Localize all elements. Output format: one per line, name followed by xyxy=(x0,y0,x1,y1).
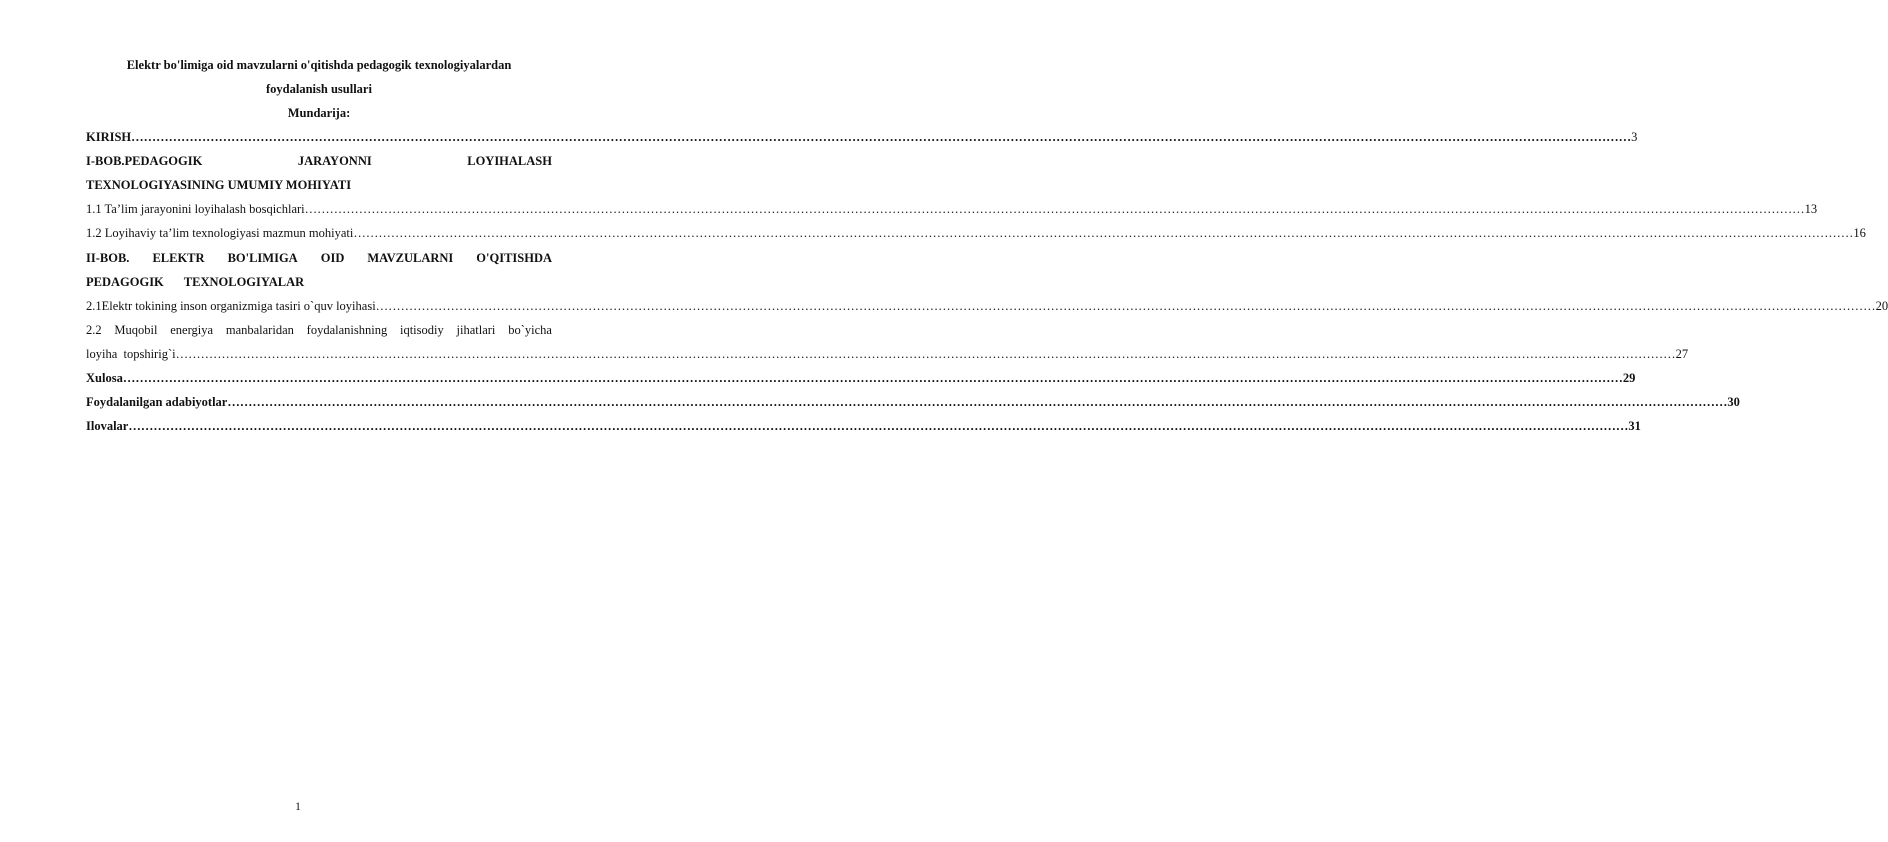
toc-entry-label: 1.2 Loyihaviy ta’lim texnologiyasi mazmun mohiyati xyxy=(86,226,354,240)
toc-entry-2-2-line2[interactable] xyxy=(86,346,1689,362)
toc-entry-xulosa[interactable] xyxy=(86,370,1636,386)
toc-word: O'QITISHDA xyxy=(476,251,552,265)
toc-leader-dots: ……………………………………………………………………………………………………………………………………………………………………………………………………………………………………………………………………………………………………………………………… xyxy=(375,299,1876,313)
toc-entry-label: KIRISH xyxy=(86,130,132,144)
toc-entry-kirish[interactable] xyxy=(86,129,1638,145)
toc-word: iqtisodiy xyxy=(399,323,444,337)
toc-entry-label: 2.1Elektr tokining inson organizmiga tasiri o`quv loyihasi xyxy=(86,299,376,313)
toc-entry-page: 20 xyxy=(1875,299,1888,313)
toc-entry-page: 31 xyxy=(1628,419,1641,433)
toc-leader-dots: ……………………………………………………………………………………………………………………………………………………………………………………………………………………………………………………………………………………………………………………………… xyxy=(131,130,1632,144)
document-title-line-1: Elektr bo'limiga oid mavzularni o'qitishda pedagogik texnologiyalardan xyxy=(126,58,512,72)
toc-entry-label: TEXNOLOGIYASINING UMUMIY MOHIYATI xyxy=(86,178,352,192)
toc-entry-label: Foydalanilgan adabiyotlar xyxy=(86,395,228,409)
toc-word: LOYIHALASH xyxy=(467,154,552,168)
toc-entry-label: loyiha topshirig`i xyxy=(86,347,176,361)
toc-entry-page: 16 xyxy=(1853,226,1866,240)
toc-leader-dots: ……………………………………………………………………………………………………………………………………………………………………………………………………………………………………………………………………………………………………………………………… xyxy=(175,347,1676,361)
toc-entry-page: 29 xyxy=(1622,371,1636,385)
toc-heading: Mundarija: xyxy=(287,106,351,120)
page-number: 1 xyxy=(295,801,301,813)
toc-entry-bob2-line2[interactable] xyxy=(86,274,552,290)
toc-leader-dots: ……………………………………………………………………………………………………………………………………………………………………………………………………………………………………………………………………………………………………………………………… xyxy=(227,395,1728,409)
toc-word: bo`yicha xyxy=(508,323,552,337)
toc-word: jihatlari xyxy=(456,323,496,337)
toc-leader-dots: ……………………………………………………………………………………………………………………………………………………………………………………………………………………………………………………………………………………………………………………………… xyxy=(304,202,1805,216)
toc-word: energiya xyxy=(170,323,214,337)
toc-entry-1-2[interactable] xyxy=(86,225,1866,241)
toc-entry-label: Ilovalar xyxy=(86,419,129,433)
toc-word: 2.2 xyxy=(86,323,102,337)
toc-word: TEXNOLOGIYALAR xyxy=(183,275,305,289)
toc-entry-ilovalar[interactable] xyxy=(86,418,1641,434)
toc-word: foydalanishning xyxy=(306,323,388,337)
toc-word: PEDAGOGIK xyxy=(86,275,164,289)
toc-entry-bob2-line1[interactable] xyxy=(86,250,552,266)
toc-entry-page: 13 xyxy=(1804,202,1818,216)
toc-leader-dots: ……………………………………………………………………………………………………………………………………………………………………………………………………………………………………………………………………………………………………………………………… xyxy=(353,226,1854,240)
toc-entry-1-1[interactable] xyxy=(86,201,1818,217)
toc-word: I-BOB.PEDAGOGIK xyxy=(86,154,203,168)
toc-entry-bob1-line2[interactable] xyxy=(86,177,552,193)
toc-word: manbalaridan xyxy=(225,323,294,337)
toc-entry-label: Xulosa xyxy=(86,371,123,385)
toc-entry-label: 1.1 Ta’lim jarayonini loyihalash bosqichlari xyxy=(86,202,305,216)
toc-entry-page: 3 xyxy=(1631,130,1638,144)
toc-entry-adabiyotlar[interactable] xyxy=(86,394,1740,410)
toc-leader-dots: ……………………………………………………………………………………………………………………………………………………………………………………………………………………………………………………………………………………………………………………………… xyxy=(122,371,1623,385)
toc-word: BO'LIMIGA xyxy=(227,251,298,265)
toc-entry-2-2-line1[interactable] xyxy=(86,322,552,338)
toc-word: Muqobil xyxy=(114,323,158,337)
toc-entry-page: 30 xyxy=(1727,395,1740,409)
document-title-line-2: foydalanish usullari xyxy=(266,82,372,96)
toc-entry-page: 27 xyxy=(1675,347,1689,361)
toc-word: ELEKTR xyxy=(152,251,205,265)
toc-word: MAVZULARNI xyxy=(367,251,454,265)
toc-word: II-BOB. xyxy=(86,251,130,265)
toc-word: JARAYONNI xyxy=(297,154,372,168)
toc-entry-bob1-line1[interactable] xyxy=(86,153,552,169)
toc-entry-2-1[interactable] xyxy=(86,298,1888,314)
toc-leader-dots: ……………………………………………………………………………………………………………………………………………………………………………………………………………………………………………………………………………………………………………………………… xyxy=(128,419,1629,433)
toc-word: OID xyxy=(320,251,345,265)
